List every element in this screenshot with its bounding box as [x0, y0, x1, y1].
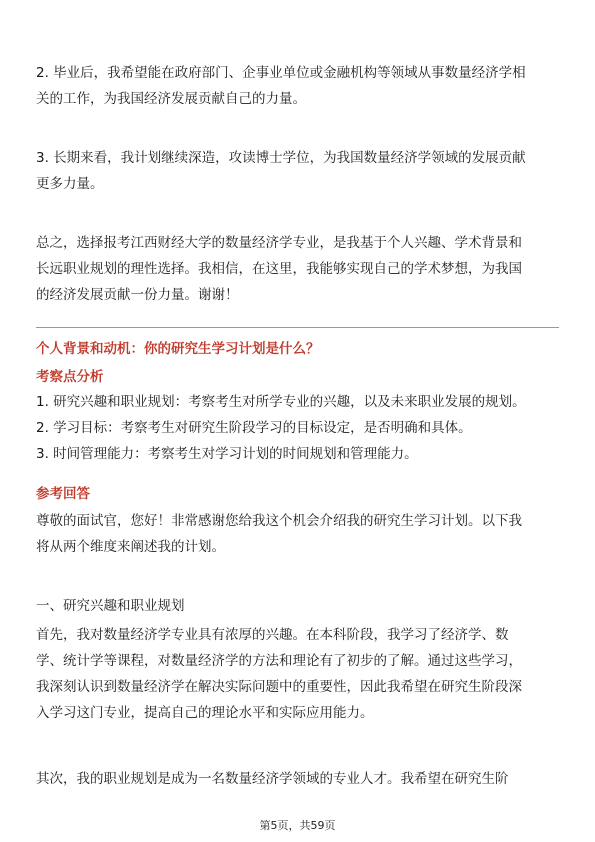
question-title: 个人背景和动机：你的研究生学习计划是什么？: [36, 341, 320, 357]
section-divider: [36, 327, 559, 328]
text-line: 其次，我的职业规划是成为一名数量经济学领域的专业人才。我希望在研究生阶: [36, 771, 509, 787]
paragraph-career: [36, 766, 561, 792]
answer-heading: 参考回答: [36, 486, 90, 502]
page-number: 第5页，共59页: [259, 819, 336, 832]
text-line: 学、统计学等课程，对数量经济学的方法和理论有了初步的了解。通过这些学习，: [36, 653, 522, 669]
text-line: 2. 毕业后，我希望能在政府部门、企事业单位或金融机构等领域从事数量经济学相: [36, 65, 526, 81]
paragraph-summary: [36, 230, 561, 308]
paragraph-section1: [36, 622, 561, 726]
text-line: 3. 长期来看，我计划继续深造，攻读博士学位，为我国数量经济学领域的发展贡献: [36, 150, 526, 166]
analysis-list: [36, 389, 561, 467]
text-line: 入学习这门专业，提高自己的理论水平和实际应用能力。: [36, 705, 374, 721]
list-item: 2. 学习目标：考察考生对研究生阶段学习的目标设定，是否明确和具体。: [36, 420, 472, 436]
paragraph-graduation-plan: [36, 60, 561, 112]
paragraph-intro: [36, 508, 561, 560]
list-item: 1. 研究兴趣和职业规划：考察考生对所学专业的兴趣，以及未来职业发展的规划。: [36, 394, 526, 410]
text-line: 关的工作，为我国经济发展贡献自己的力量。: [36, 91, 306, 107]
analysis-heading: 考察点分析: [36, 369, 104, 385]
text-line: 将从两个维度来阐述我的计划。: [36, 539, 225, 555]
text-line: 首先，我对数量经济学专业具有浓厚的兴趣。在本科阶段，我学习了经济学、数: [36, 627, 509, 643]
text-line: 更多力量。: [36, 176, 104, 192]
section1-title: 一、研究兴趣和职业规划: [36, 598, 185, 614]
text-line: 长远职业规划的理性选择。我相信，在这里，我能够实现自己的学术梦想，为我国: [36, 261, 522, 277]
text-line: 我深刻认识到数量经济学在解决实际问题中的重要性，因此我希望在研究生阶段深: [36, 679, 522, 695]
paragraph-long-term-plan: [36, 145, 561, 197]
list-item: 3. 时间管理能力：考察考生对学习计划的时间规划和管理能力。: [36, 446, 418, 462]
text-line: 的经济发展贡献一份力量。谢谢！: [36, 287, 239, 303]
text-line: 总之，选择报考江西财经大学的数量经济学专业，是我基于个人兴趣、学术背景和: [36, 235, 522, 251]
text-line: 尊敬的面试官，您好！非常感谢您给我这个机会介绍我的研究生学习计划。以下我: [36, 513, 522, 529]
